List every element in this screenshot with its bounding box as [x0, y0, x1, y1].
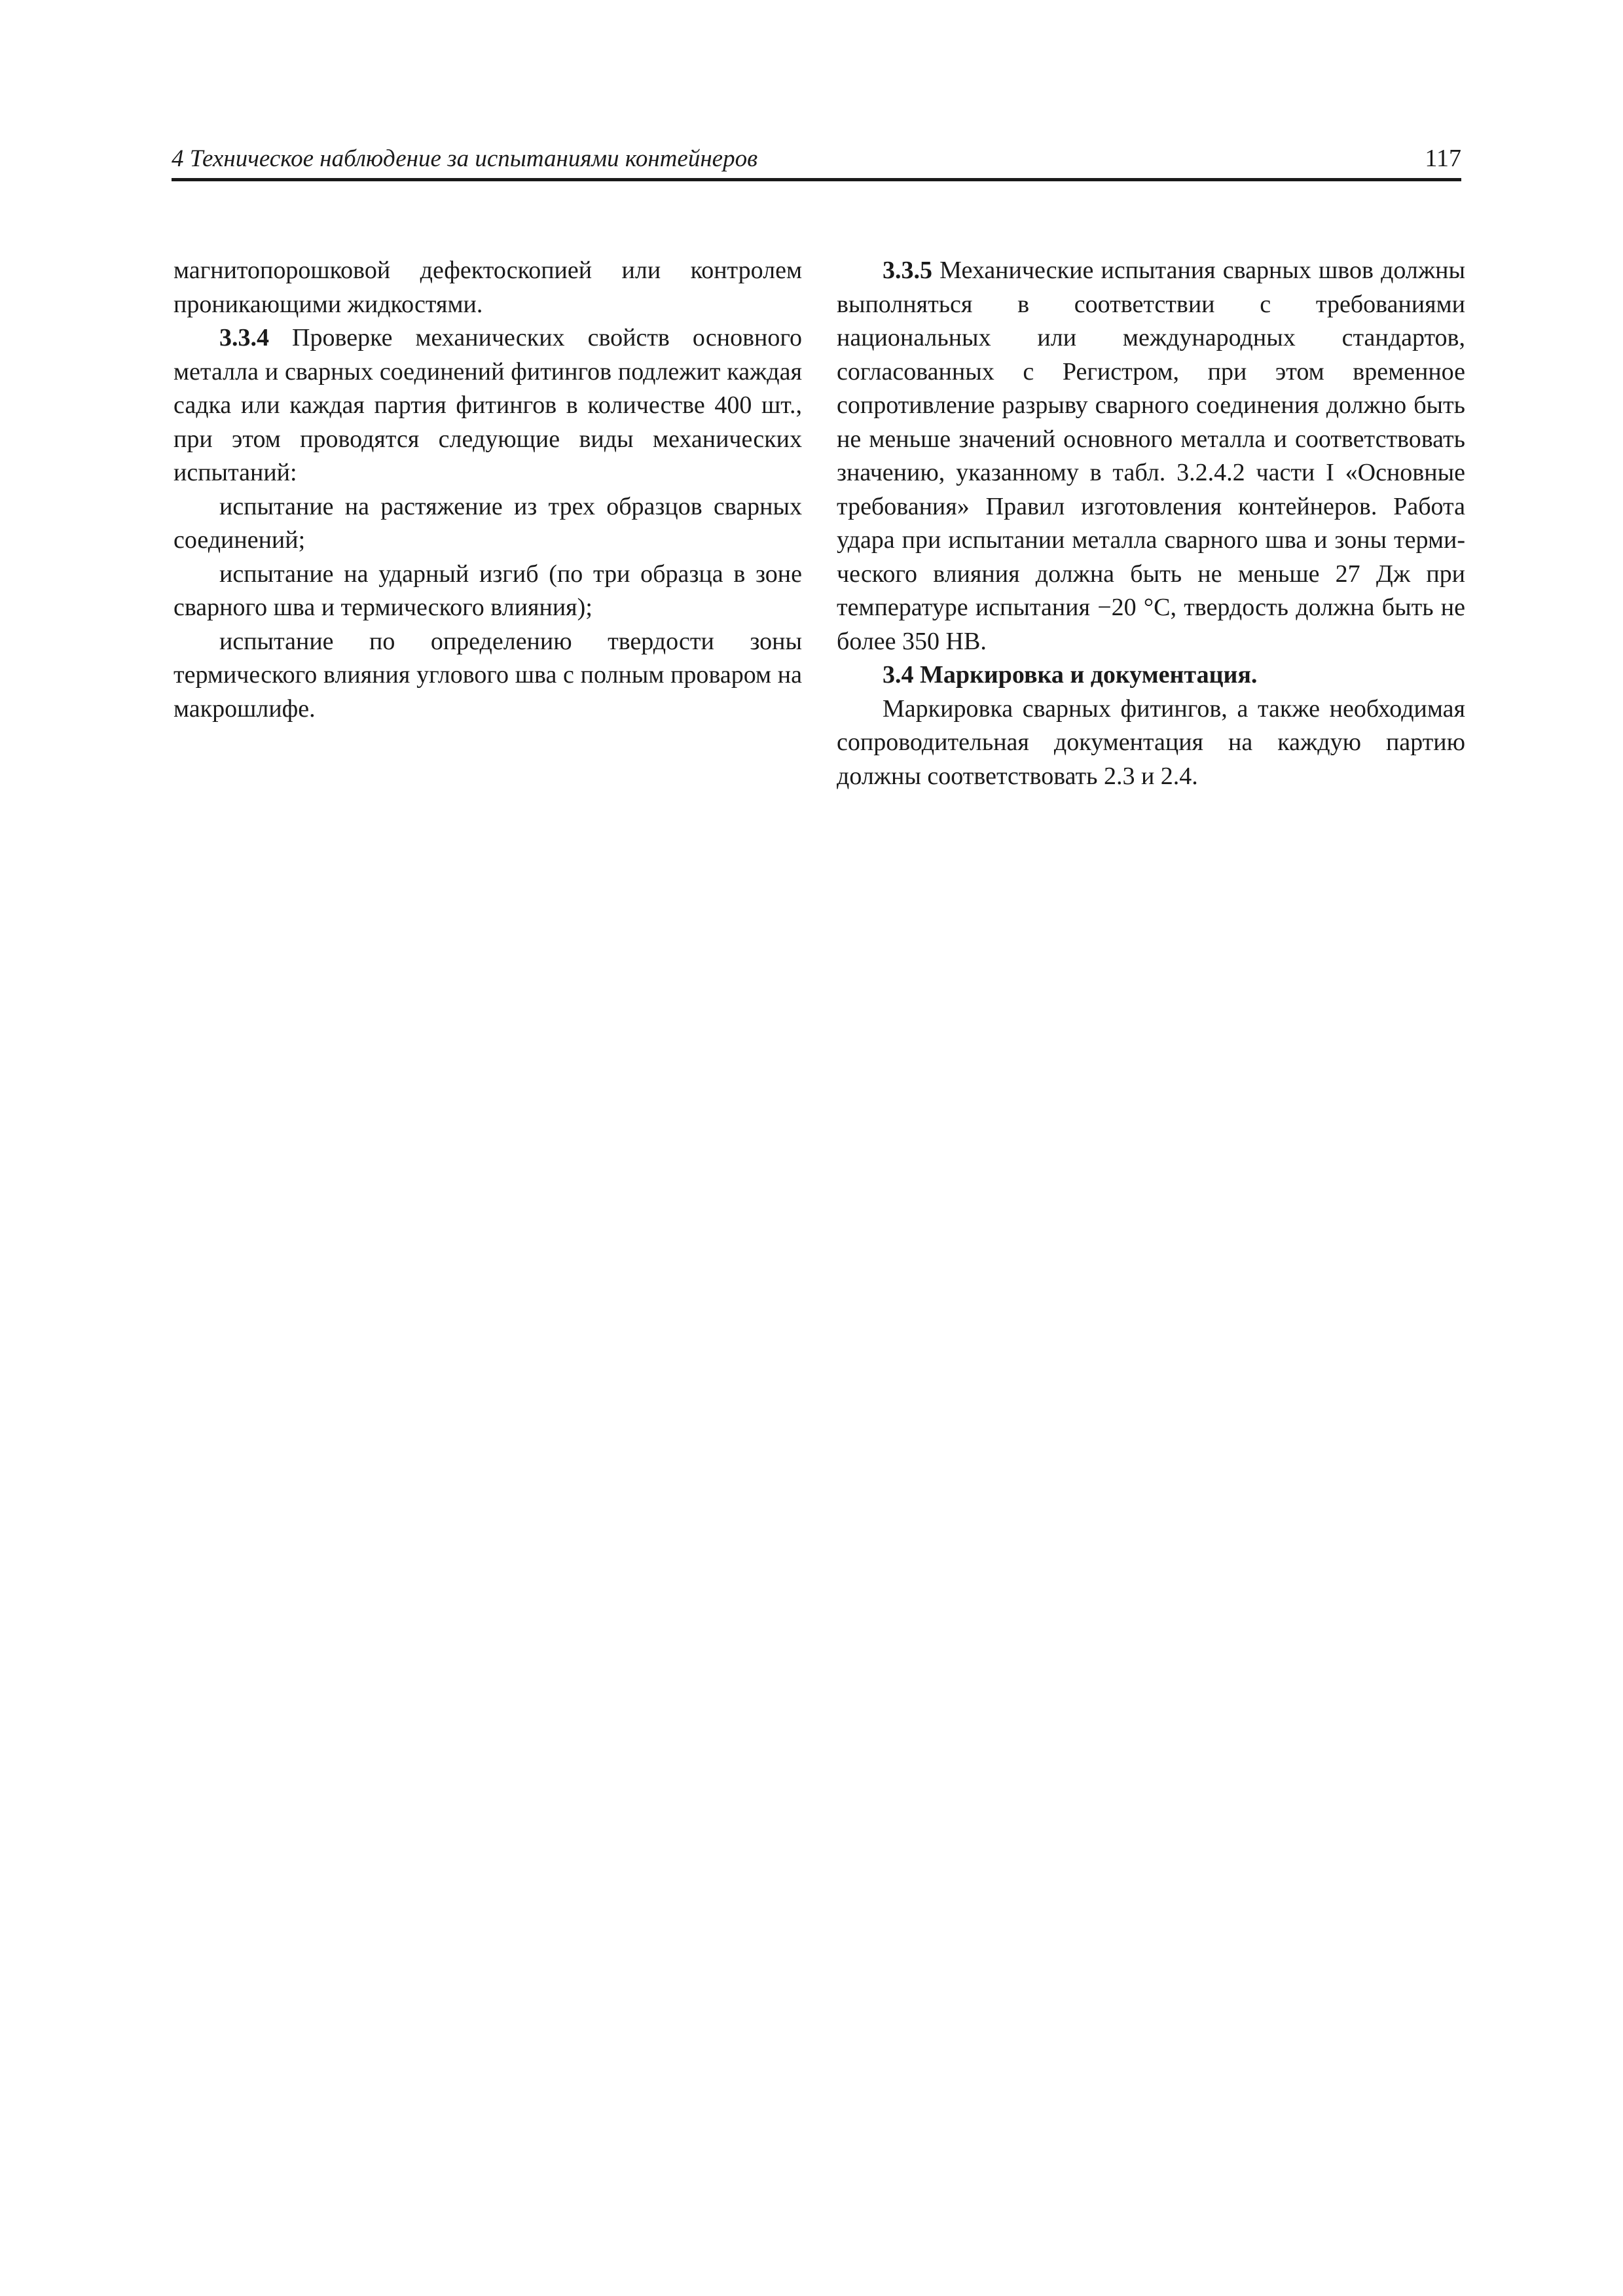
header-title: 4 Техническое наблюдение за испытаниями контейнеров [172, 145, 758, 172]
list-item-impact-test: испытание на ударный изгиб (по три образца в зоне сварного шва и термического влияния); [173, 560, 802, 621]
paragraph-3-3-5 [837, 254, 1465, 658]
page-number: 117 [1425, 145, 1461, 172]
paragraph-continuation: магнитопорошковой дефектоскопией или контролем проникающими жидкостями. [173, 257, 802, 318]
paragraph-3-3-4 [173, 321, 802, 490]
paragraph-marking: Маркировка сварных фитингов, а также необходимая сопроводительная документация на каждую партию должны соответствовать 2.3 и 2.4. [837, 694, 1465, 790]
left-column [173, 254, 802, 726]
list-item-tensile-test: испытание на растяжение из трех образцов сварных соединений; [173, 492, 802, 554]
section-number: 3.3.5 [883, 257, 932, 284]
section-heading [837, 658, 1465, 692]
section-number: 3.3.4 [219, 324, 269, 351]
running-header [172, 140, 1461, 181]
list-item-hardness-test: испытание по определению твердости зоны термического влияния углового шва с полным проваром на макрошлифе. [173, 627, 802, 723]
paragraph-text: Проверке механических свойств основного металла и сварных соединений фитингов подлежит каждая садка или каждая партия фитингов в количестве 400 шт., при этом проводятся следующие виды механических испытаний: [173, 324, 802, 486]
section-heading-text: 3.4 Маркировка и документация. [883, 661, 1258, 689]
right-column [837, 254, 1465, 793]
paragraph-text: Механические испытания сварных швов должны выполняться в соответствии с требованиями национальных или международных стандартов, согласованных с Регистром, при этом временное сопротивление разрыву сварного соединения должно быть не меньше значений основного металла и соответствовать значению, указанному в табл. 3.2.4.2 части I «Основные требования» Правил изготовления контейнеров. Работа удара при испытании металла сварного шва и зоны термического влияния должна быть не меньше 27 Дж при температуре испытания −20 °C, твердость должна быть не более 350 HB. [837, 257, 1465, 655]
